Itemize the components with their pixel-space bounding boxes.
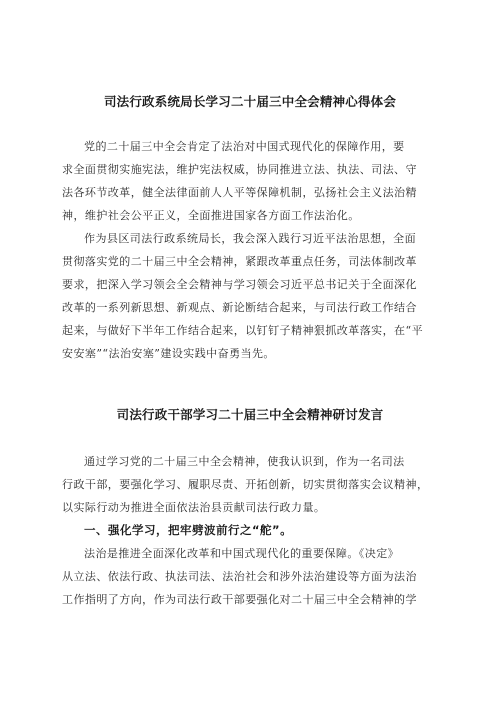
paragraph-line: 作为县区司法行政系统局长，我会深入践行习近平法治思想，全面 [84, 232, 417, 245]
paragraph-line: 行政干部，要强化学习、履职尽责、开拓创新，切实贯彻落实会议精神， [62, 478, 429, 491]
paragraph-line: 求全面贯彻实施宪法，维护宪法权威，协同推进立法、执法、司法、守 [62, 163, 417, 176]
paragraph-line: 改革的一系列新思想、新观点、新论断结合起来，与司法行政工作结合 [62, 301, 417, 314]
paragraph-line: 党的二十届三中全会肯定了法治对中国式现代化的保障作用，要 [84, 140, 405, 153]
paragraph-line: 通过学习党的二十届三中全会精神，使我认识到，作为一名司法 [84, 455, 405, 468]
paragraph-line: 安安塞”“法治安塞”建设实践中奋勇当先。 [62, 347, 275, 360]
paragraph-line: 神，维护社会公平正义，全面推进国家各方面工作法治化。 [62, 209, 360, 222]
section1-title: 司法行政系统局长学习二十届三中全会精神心得体会 [103, 94, 397, 109]
paragraph-line: 要求，把深入学习领会全会精神与学习领会习近平总书记关于全面深化 [62, 278, 417, 291]
paragraph-line: 以实际行动为推进全面依法治县贡献司法行政力量。 [62, 501, 326, 514]
section2-title: 司法行政干部学习二十届三中全会精神研讨发言 [116, 407, 384, 422]
section2-heading-1: 一、强化学习，把牢劈波前行之“舵”。 [84, 523, 293, 537]
paragraph-line: 贯彻落实党的二十届三中全会精神，紧跟改革重点任务，司法体制改革 [62, 255, 417, 268]
paragraph-line: 从立法、依法行政、执法司法、法治社会和涉外法治建设等方面为法治 [62, 570, 417, 583]
paragraph-line: 起来，与做好下半年工作结合起来，以钉钉子精神狠抓改革落实，在“平 [62, 324, 424, 337]
paragraph-line: 法治是推进全面深化改革和中国式现代化的重要保障。《决定》 [84, 547, 400, 560]
paragraph-line: 工作指明了方向，作为司法行政干部要强化对二十届三中全会精神的学 [62, 593, 417, 606]
paragraph-line: 法各环节改革，健全法律面前人人平等保障机制，弘扬社会主义法治精 [62, 186, 417, 199]
